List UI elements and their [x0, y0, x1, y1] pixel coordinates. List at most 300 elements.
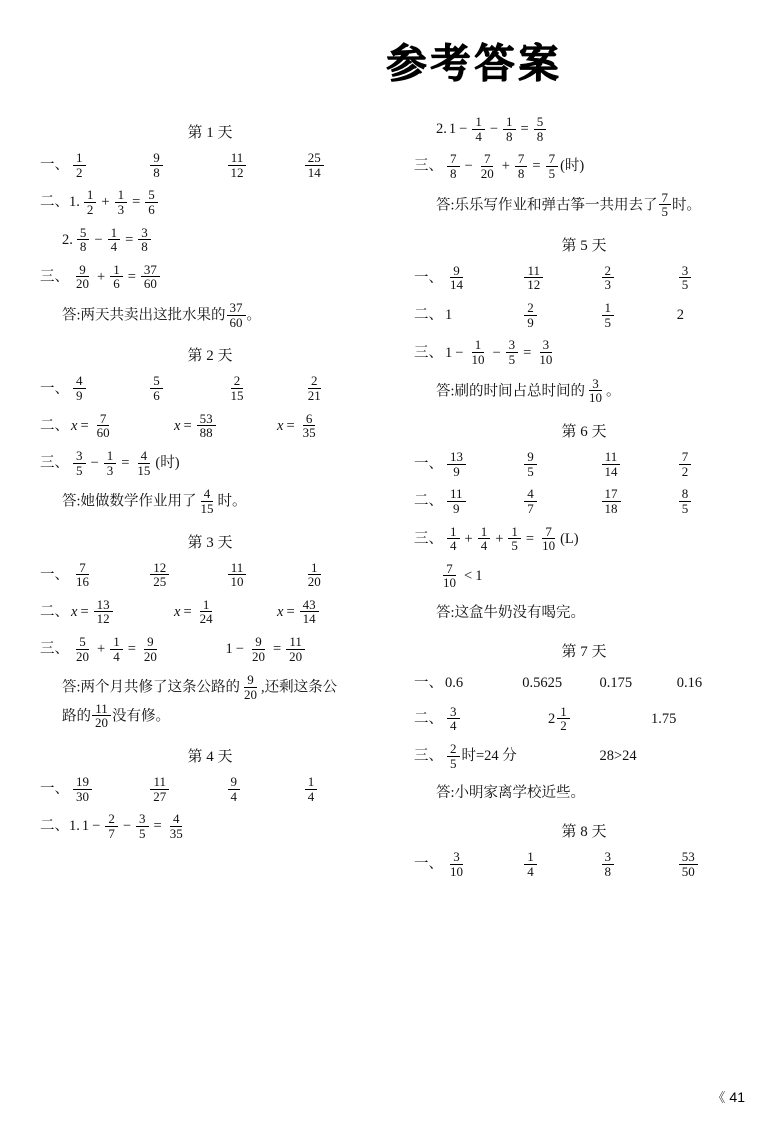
right-column — [414, 107, 754, 888]
operator: − — [492, 344, 501, 361]
fraction-numerator: 17 — [602, 487, 621, 502]
operator: = — [272, 641, 282, 658]
fraction — [536, 338, 555, 366]
fraction — [73, 263, 92, 291]
fraction — [94, 598, 113, 626]
answer-row — [40, 410, 380, 441]
fraction-numerator: 4 — [201, 487, 214, 502]
answer-token — [226, 642, 233, 658]
fraction — [602, 850, 615, 878]
fraction-denominator: 3 — [604, 277, 611, 293]
fraction-denominator: 5 — [511, 538, 518, 554]
fraction-numerator: 5 — [77, 226, 90, 241]
operator: = — [127, 269, 136, 286]
fraction-denominator: 10 — [539, 352, 553, 368]
answer-token — [449, 122, 456, 138]
answer-token — [518, 122, 532, 138]
fraction-denominator: 10 — [589, 390, 603, 406]
fraction-denominator: 2 — [86, 201, 94, 217]
answer-row-label: 二、 — [40, 417, 69, 434]
answer-token — [529, 159, 543, 175]
fraction-denominator: 8 — [450, 165, 457, 181]
answer-row — [414, 339, 754, 367]
fraction — [138, 226, 151, 254]
fraction — [468, 338, 487, 366]
fraction-numerator: 3 — [540, 338, 553, 353]
answer-token — [71, 410, 174, 441]
answer-expression — [75, 224, 380, 255]
answer-text: ,还剩这条公 — [261, 679, 338, 696]
answer-token — [71, 636, 94, 664]
fraction — [198, 487, 217, 515]
answer-token — [600, 848, 677, 879]
answer-item-list — [71, 410, 380, 441]
fraction-denominator: 4 — [527, 863, 534, 879]
answer-row-label: 一、 — [414, 270, 443, 287]
day-heading: 第 4 天 — [187, 748, 233, 765]
answer-row — [414, 743, 754, 771]
answer-item-list — [71, 559, 380, 590]
answer-token — [476, 153, 499, 181]
answer-token — [148, 773, 225, 804]
fraction-denominator: 9 — [76, 388, 83, 404]
fraction-denominator: 20 — [480, 165, 494, 181]
answer-item-list — [71, 596, 380, 627]
answer-token — [501, 116, 518, 144]
answer-row-label: 二、1. — [40, 818, 80, 835]
answer-sentence — [62, 488, 380, 516]
answer-token — [513, 153, 530, 181]
answer-row — [414, 671, 754, 697]
answer-token — [522, 262, 599, 293]
operator: = — [153, 818, 162, 835]
fraction-denominator: 20 — [143, 648, 157, 664]
answer-token — [445, 308, 522, 324]
fraction-numerator: 4 — [524, 487, 537, 502]
fraction-denominator: 6 — [113, 276, 120, 292]
answer-row-label: 二、1. — [40, 194, 80, 211]
answer-row — [414, 488, 754, 516]
operator: + — [495, 530, 504, 547]
operator: < — [464, 567, 473, 584]
answer-item-list — [445, 703, 754, 734]
operator: + — [501, 158, 510, 175]
fraction — [241, 673, 260, 701]
fraction-numerator: 9 — [252, 635, 265, 650]
fraction — [73, 561, 92, 589]
fraction — [134, 449, 153, 477]
fraction-denominator: 14 — [307, 164, 321, 180]
answer-token — [247, 636, 270, 664]
answer-text: 。 — [606, 383, 621, 400]
fraction — [305, 374, 324, 402]
answer-token — [445, 488, 522, 516]
fraction-denominator: 8 — [517, 165, 525, 181]
text-token: 1 — [445, 344, 453, 361]
fraction-denominator: 5 — [661, 204, 669, 220]
answer-token — [560, 532, 579, 548]
answer-row — [414, 262, 754, 293]
answer-row-label: 三、 — [414, 748, 443, 765]
fraction-numerator: 6 — [303, 412, 316, 427]
text-token: 0.5625 — [522, 674, 563, 691]
operator: = — [80, 417, 89, 434]
answer-sentence — [436, 781, 754, 806]
answer-row — [414, 302, 754, 330]
answer-token — [118, 456, 132, 472]
fraction — [447, 525, 460, 553]
fraction — [440, 562, 459, 590]
answer-token — [462, 532, 476, 548]
answer-token — [506, 523, 523, 554]
answer-token — [445, 848, 522, 879]
answer-token — [71, 559, 148, 590]
fraction-numerator: 1 — [447, 525, 460, 540]
fraction — [150, 151, 163, 179]
fraction-denominator: 14 — [604, 463, 618, 479]
answer-token — [91, 233, 105, 249]
fraction-denominator: 9 — [527, 314, 534, 330]
expression-part-1 — [445, 743, 600, 771]
operator: − — [92, 818, 101, 835]
operator: = — [525, 530, 535, 547]
answer-token — [155, 456, 179, 472]
answer-text: 答:她做数学作业用了 — [62, 493, 197, 510]
variable: x — [277, 603, 284, 620]
fraction — [105, 812, 118, 840]
answer-item-list — [445, 448, 754, 479]
fraction-denominator: 10 — [542, 538, 556, 554]
fraction-numerator: 7 — [481, 152, 494, 167]
answer-token — [71, 773, 148, 804]
answer-token — [677, 488, 754, 516]
fraction-numerator: 2 — [231, 374, 244, 389]
fraction-denominator: 21 — [307, 388, 321, 404]
fraction-denominator: 15 — [200, 500, 214, 516]
answer-item-list — [445, 848, 754, 879]
answer-expression — [438, 560, 754, 591]
answer-row — [40, 189, 380, 217]
mixed-whole: 2 — [548, 710, 556, 727]
fraction — [197, 598, 216, 626]
fraction-numerator: 25 — [305, 151, 324, 166]
answer-expression — [71, 261, 380, 292]
fraction — [546, 152, 559, 180]
answer-token — [165, 813, 188, 841]
answer-token — [139, 636, 162, 664]
fraction-numerator: 2 — [105, 812, 118, 827]
fraction-denominator: 60 — [96, 425, 110, 441]
answer-sentence — [62, 302, 380, 330]
text-token: 1 — [448, 121, 457, 138]
answer-row-label: 三、 — [414, 344, 443, 361]
fraction-denominator: 8 — [506, 128, 513, 144]
answer-row — [40, 224, 380, 255]
text-token: 1 — [445, 307, 453, 324]
answer-token — [71, 596, 174, 627]
answer-token — [475, 569, 482, 585]
fraction — [679, 450, 692, 478]
fraction-numerator: 4 — [138, 449, 151, 464]
fraction-numerator: 1 — [524, 850, 537, 865]
answer-row — [40, 261, 380, 292]
fraction — [94, 412, 113, 440]
text-token: 1.75 — [651, 710, 677, 727]
answer-token — [544, 153, 561, 181]
fraction — [679, 850, 698, 878]
fraction-numerator: 7 — [679, 450, 692, 465]
fraction — [534, 115, 547, 143]
fraction-denominator: 4 — [230, 788, 237, 804]
answer-token — [520, 346, 534, 362]
answer-token — [600, 749, 637, 765]
two-column-layout — [40, 107, 739, 888]
answer-row — [414, 153, 754, 181]
fraction-denominator: 2 — [560, 718, 567, 734]
fraction — [227, 301, 246, 329]
fraction — [84, 188, 97, 216]
fraction-denominator: 5 — [450, 755, 457, 771]
fraction-denominator: 20 — [289, 648, 303, 664]
fraction-denominator: 5 — [681, 277, 689, 293]
fraction — [515, 152, 528, 180]
fraction-numerator: 7 — [659, 191, 672, 206]
answer-token — [600, 448, 677, 479]
answer-token — [94, 270, 108, 286]
answer-token — [522, 302, 599, 330]
fraction-denominator: 20 — [307, 574, 321, 590]
answer-token — [151, 819, 165, 835]
answer-row — [40, 596, 380, 627]
answer-expression — [445, 153, 754, 181]
answer-token — [143, 189, 160, 217]
answer-token — [522, 676, 599, 692]
fraction-numerator: 2 — [308, 374, 321, 389]
fraction — [228, 775, 241, 803]
fraction — [478, 525, 491, 553]
answer-sentence — [436, 375, 754, 406]
answer-token — [445, 676, 522, 692]
fraction-numerator: 5 — [145, 188, 158, 203]
operator: + — [464, 530, 473, 547]
fraction — [447, 705, 460, 733]
answer-row — [40, 773, 380, 804]
fraction — [447, 487, 466, 515]
answer-token — [71, 261, 94, 292]
answer-token — [139, 261, 162, 292]
answer-token — [677, 448, 754, 479]
fraction-numerator: 1 — [73, 151, 86, 166]
fraction-numerator: 1 — [503, 115, 516, 130]
expression-part-2 — [600, 749, 755, 765]
variable: x — [71, 603, 78, 620]
answer-token — [102, 447, 119, 478]
fraction-denominator: 20 — [251, 648, 265, 664]
fraction-denominator: 50 — [681, 863, 695, 879]
day-heading: 第 7 天 — [561, 643, 607, 660]
answer-token — [106, 224, 123, 255]
day-heading: 第 1 天 — [187, 125, 233, 141]
page-title: 参考答案 — [386, 41, 563, 87]
operator: − — [122, 818, 131, 835]
fraction — [602, 487, 621, 515]
fraction-denominator: 10 — [443, 575, 456, 591]
answer-text: 时。 — [217, 493, 247, 510]
answer-token — [71, 375, 148, 403]
answer-expression — [445, 743, 754, 771]
fraction — [150, 561, 169, 589]
fraction-denominator: 8 — [141, 239, 148, 255]
text-token: 1 — [475, 567, 483, 584]
fraction — [141, 263, 160, 291]
answer-token — [476, 523, 493, 554]
fraction-denominator: 5 — [527, 463, 534, 479]
fraction-numerator: 7 — [447, 152, 460, 167]
answer-token — [445, 448, 522, 479]
fraction-numerator: 1 — [602, 301, 615, 316]
fraction — [167, 812, 186, 840]
fraction-denominator: 20 — [76, 276, 89, 292]
answer-expression — [82, 813, 380, 841]
answer-item-list — [445, 302, 754, 330]
fraction-denominator: 30 — [76, 788, 89, 804]
fraction-denominator: 5 — [548, 165, 556, 181]
answer-row — [40, 375, 380, 403]
fraction — [305, 561, 324, 589]
fraction-numerator: 3 — [450, 850, 463, 865]
answer-token — [466, 339, 489, 367]
operator: = — [132, 194, 141, 211]
answer-text: 答:两个月共修了这条公路的 — [62, 679, 241, 696]
fraction — [524, 487, 537, 515]
answer-token — [600, 262, 677, 293]
fraction — [110, 263, 123, 291]
answer-token — [456, 122, 470, 138]
answer-row — [40, 559, 380, 590]
answer-token — [487, 122, 501, 138]
fraction — [524, 301, 537, 329]
fraction — [305, 151, 324, 179]
fraction — [145, 188, 158, 216]
operator: = — [127, 641, 136, 658]
fraction-denominator: 20 — [244, 687, 258, 703]
fraction-numerator: 1 — [508, 525, 521, 540]
fraction-numerator: 1 — [308, 561, 321, 576]
answer-token — [600, 488, 677, 516]
variable: x — [174, 417, 181, 434]
fraction-numerator: 19 — [73, 775, 92, 790]
answer-token — [600, 676, 677, 692]
fraction-numerator: 5 — [534, 115, 547, 130]
answer-row-label: 二、 — [40, 603, 69, 620]
answer-token — [462, 159, 476, 175]
operator: − — [94, 231, 103, 248]
answer-text: 时。 — [672, 197, 702, 214]
fraction-denominator: 24 — [199, 611, 213, 627]
answer-token — [677, 308, 754, 324]
answer-text: 答:刷的时间占总时间的 — [436, 383, 586, 400]
fraction — [73, 635, 92, 663]
answer-row-label: 二、 — [414, 307, 443, 324]
answer-expression — [445, 523, 754, 554]
fraction-numerator: 1 — [478, 525, 491, 540]
answer-token — [600, 302, 677, 330]
fraction-numerator: 3 — [138, 226, 151, 241]
answer-token — [226, 152, 303, 180]
answer-text: 。 — [246, 307, 262, 324]
fraction — [679, 487, 692, 515]
answer-token — [303, 375, 380, 403]
fraction-numerator: 3 — [506, 338, 519, 353]
text-token: 0.16 — [676, 674, 703, 691]
fraction-denominator: 4 — [475, 128, 482, 144]
fraction-numerator: 1 — [110, 635, 123, 650]
fraction-numerator: 11 — [228, 561, 247, 576]
fraction-denominator: 5 — [681, 500, 689, 516]
fraction-numerator: 1 — [557, 705, 570, 720]
answer-token — [461, 569, 475, 585]
answer-row — [40, 447, 380, 478]
fraction — [679, 264, 692, 292]
fraction-denominator: 18 — [604, 500, 618, 516]
answer-row-label: 二、 — [414, 710, 443, 727]
fraction-denominator: 25 — [153, 574, 167, 590]
fraction — [300, 598, 319, 626]
answer-text: 答:两天共卖出这批水果的 — [62, 307, 226, 324]
fraction-numerator: 11 — [150, 775, 169, 790]
fraction-denominator: 9 — [453, 500, 460, 516]
answer-row-label: 2. — [62, 231, 73, 248]
fraction-numerator: 1 — [200, 598, 213, 613]
fraction-numerator: 9 — [450, 264, 463, 279]
answer-token — [125, 642, 139, 658]
fraction — [659, 191, 672, 219]
answer-row-label: 一、 — [414, 674, 443, 691]
fraction-denominator: 5 — [139, 825, 146, 841]
fraction-numerator: 9 — [144, 635, 157, 650]
answer-row-label: 三、 — [414, 530, 443, 547]
left-column — [40, 107, 380, 851]
fraction — [136, 812, 149, 840]
fraction-denominator: 4 — [307, 788, 315, 804]
fraction — [557, 705, 570, 733]
answer-token — [548, 703, 651, 734]
fraction-numerator: 3 — [602, 850, 615, 865]
fraction — [506, 338, 519, 366]
fraction-numerator: 4 — [170, 812, 183, 827]
fraction — [115, 188, 128, 216]
operator: + — [97, 641, 106, 658]
answer-token — [125, 270, 139, 286]
answer-text: 答:这盒牛奶没有喝完。 — [436, 605, 586, 622]
answer-row — [414, 448, 754, 479]
fraction — [447, 152, 460, 180]
answer-row-label: 二、 — [414, 493, 443, 510]
fraction — [249, 635, 268, 663]
fraction-numerator: 1 — [472, 338, 485, 353]
day-heading: 第 5 天 — [561, 237, 607, 254]
answer-token — [445, 743, 462, 771]
answer-token — [677, 676, 754, 692]
operator: = — [520, 121, 529, 138]
answer-token — [148, 375, 225, 403]
fraction — [73, 374, 86, 402]
answer-row-label: 三、 — [40, 641, 69, 658]
fraction-denominator: 2 — [681, 463, 689, 479]
fraction-numerator: 1 — [115, 188, 128, 203]
fraction — [150, 775, 169, 803]
fraction — [305, 775, 318, 803]
